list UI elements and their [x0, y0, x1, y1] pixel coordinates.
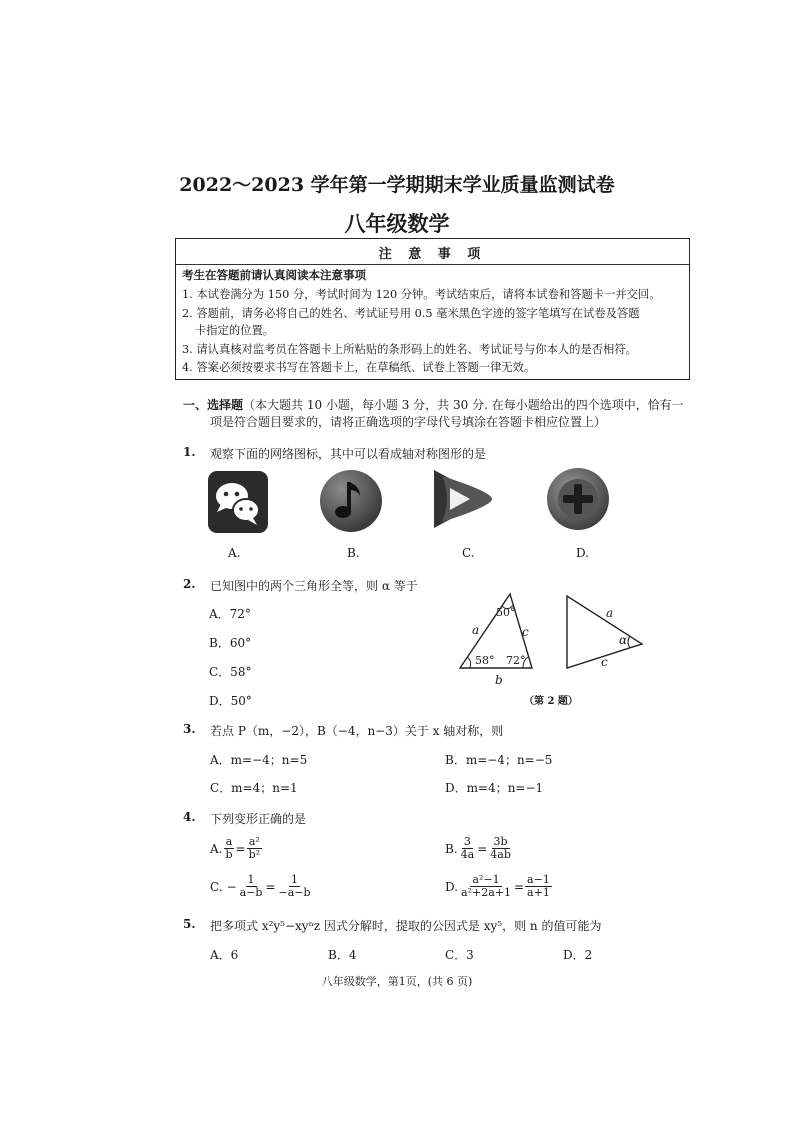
notice-box	[175, 238, 690, 380]
notice-title: 注 意 事 项	[378, 247, 487, 262]
eq-sign: =	[477, 841, 488, 856]
q3-option-c: C．m=4；n=1	[210, 781, 298, 795]
frac-den: 4a	[460, 848, 475, 861]
notice-subtitle: 考生在答题前请认真阅读本注意事项	[182, 268, 366, 282]
tri1-side-a: a	[472, 623, 480, 637]
q3-option-d: D．m=4；n=−1	[445, 781, 544, 795]
frac-num: 3	[463, 835, 471, 848]
eq-sign: =	[235, 841, 246, 856]
frac-num: 1	[291, 873, 299, 886]
q4-option-a	[210, 836, 263, 861]
tri2-side-a: a	[606, 606, 614, 620]
notice-item-1: 1. 本试卷满分为 150 分，考试时间为 120 分钟。考试结束后，请将本试卷和答题卡一并交回。	[182, 288, 661, 301]
q2-option-d: D．50°	[209, 694, 252, 708]
q3-option-a: A．m=−4；n=5	[210, 753, 308, 767]
tri1-right-angle: 72°	[506, 654, 526, 667]
q5-number: 5.	[183, 917, 196, 931]
q4-number: 4.	[183, 810, 196, 824]
notice-divider	[176, 264, 689, 265]
q4-d-frac-1	[459, 874, 513, 899]
frac-num: 3b	[493, 835, 508, 848]
section-1-heading: 一、选择题	[183, 398, 244, 412]
q1-option-a: A.	[228, 546, 241, 560]
q2-option-b: B．60°	[209, 636, 252, 650]
notice-item-3: 3. 请认真核对监考员在答题卡上所粘贴的条形码上的姓名、考试证号与你本人的是否相符。	[182, 343, 637, 356]
frac-num: a²−1	[472, 873, 500, 886]
q4-d-frac-2	[525, 874, 552, 899]
q4-c-frac-1	[238, 874, 265, 899]
frac-num: a²	[248, 835, 260, 848]
frac-den: −a−b	[278, 886, 311, 899]
q3-option-b: B．m=−4；n=−5	[445, 753, 553, 767]
q4-b-label: B.	[445, 841, 458, 856]
q1-option-c: C.	[462, 546, 475, 560]
chat-app-icon	[207, 470, 269, 534]
q2-number: 2.	[183, 577, 196, 591]
q5-option-a: A．6	[210, 948, 239, 962]
q4-d-label: D.	[445, 879, 459, 894]
q4-option-b	[445, 836, 514, 861]
section-1-desc-1: （本大题共 10 小题，每小题 3 分，共 30 分. 在每小题给出的四个选项中，恰有一	[243, 398, 684, 412]
section-1-intro	[183, 397, 693, 414]
tri1-left-angle: 58°	[475, 654, 495, 667]
q4-option-d	[445, 874, 553, 899]
q3-text: 若点 P（m，−2），B（−4，n−3）关于 x 轴对称，则	[210, 724, 504, 738]
exam-subtitle: 八年级数学	[344, 211, 450, 236]
neg-sign: −	[226, 879, 237, 894]
frac-num: a	[225, 835, 233, 848]
q1-text: 观察下面的网络图标，其中可以看成轴对称图形的是	[210, 447, 487, 461]
frac-den: b²	[248, 848, 261, 861]
q1-option-d: D.	[576, 546, 590, 560]
q5-text: 把多项式 x²y⁵−xyⁿz 因式分解时，提取的公因式是 xy⁵，则 n 的值可能为	[210, 919, 602, 933]
notice-item-4: 4. 答案必须按要求书写在答题卡上，在草稿纸、试卷上答题一律无效。	[182, 361, 536, 374]
frac-den: b	[225, 848, 233, 861]
frac-num: 1	[247, 873, 255, 886]
q2-option-a: A．72°	[209, 607, 251, 621]
q1-number: 1.	[183, 445, 196, 459]
eq-sign: =	[265, 879, 276, 894]
q3-number: 3.	[183, 722, 196, 736]
tri2-angle-alpha: α	[619, 633, 628, 647]
q4-b-frac-1	[459, 836, 477, 861]
q5-option-b: B．4	[328, 948, 357, 962]
q5-option-d: D．2	[563, 948, 593, 962]
music-note-icon	[318, 468, 384, 534]
play-button-icon	[428, 466, 498, 532]
q4-a-frac-1	[223, 836, 234, 861]
q2-text: 已知图中的两个三角形全等，则 α 等于	[210, 579, 418, 593]
page-footer: 八年级数学，第1页，(共 6 页)	[321, 975, 473, 988]
q4-c-label: C.	[210, 879, 223, 894]
frac-num: a−1	[527, 873, 550, 886]
section-1-desc-2: 项是符合题目要求的，请将正确选项的字母代号填涂在答题卡相应位置上）	[210, 415, 607, 429]
tri1-side-c: c	[522, 625, 529, 639]
eq-sign: =	[513, 879, 525, 894]
tri1-side-b: b	[495, 673, 503, 687]
exam-title: 2022～2023 学年第一学期期末学业质量监测试卷	[179, 174, 615, 196]
q2-option-c: C．58°	[209, 665, 252, 679]
tri2-side-c: c	[601, 655, 608, 669]
q4-b-frac-2	[488, 836, 513, 861]
q4-text: 下列变形正确的是	[210, 812, 307, 826]
q4-option-c	[210, 874, 314, 899]
tri1-top-angle: 50°	[496, 606, 516, 619]
notice-item-2: 2. 答题前，请务必将自己的姓名、考试证号用 0.5 毫米黑色字迹的签字笔填写在试卷及答题	[182, 307, 640, 320]
frac-den: a+1	[527, 886, 550, 899]
q4-a-label: A.	[210, 841, 223, 856]
q5-option-c: C．3	[445, 948, 474, 962]
add-circle-icon	[545, 466, 611, 532]
q4-c-frac-2	[277, 874, 313, 899]
frac-den: a−b	[239, 886, 263, 899]
q4-a-frac-2	[247, 836, 262, 861]
frac-den: a²+2a+1	[461, 886, 511, 899]
frac-den: 4ab	[490, 848, 511, 861]
notice-item-2-cont: 卡指定的位置。	[195, 324, 275, 337]
q1-option-b: B.	[347, 546, 360, 560]
q2-figure-caption: （第 2 题）	[524, 696, 578, 707]
